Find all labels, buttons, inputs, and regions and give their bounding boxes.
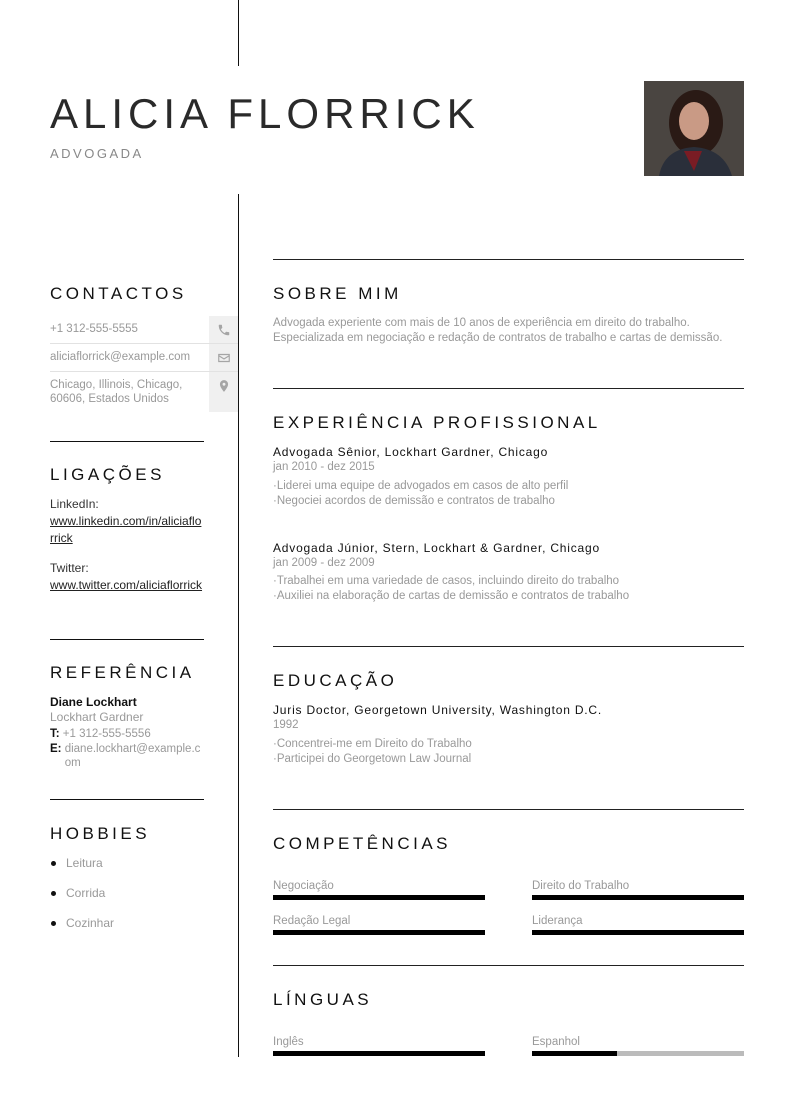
language-bar-fill — [532, 1051, 617, 1056]
skill-item — [532, 915, 744, 935]
language-bar-fill — [273, 1051, 485, 1056]
job-title: Advogada Júnior, Stern, Lockhart & Gardner, Chicago — [273, 541, 600, 555]
section-divider — [273, 388, 744, 389]
phone-text: +1 312-555-5555 — [50, 323, 138, 335]
hobby-item — [50, 916, 114, 930]
job-bullet: · Negociei acordos de demissão e contratos de trabalho — [273, 494, 568, 509]
job-bullets — [273, 574, 629, 604]
contact-phone — [50, 316, 238, 344]
section-divider — [50, 441, 204, 442]
bullet-icon — [51, 861, 56, 866]
language-label: Espanhol — [532, 1036, 580, 1048]
linkedin-link[interactable]: www.linkedin.com/in/aliciaflorrick — [50, 514, 202, 545]
hobby-label: Cozinhar — [66, 916, 115, 930]
hobby-label: Corrida — [66, 886, 106, 900]
skills-heading: COMPETÊNCIAS — [273, 834, 452, 853]
skill-bar — [532, 930, 744, 935]
email-text: aliciaflorrick@example.com — [50, 351, 191, 363]
skill-label: Negociação — [273, 880, 334, 892]
envelope-icon — [209, 344, 238, 371]
education-heading: EDUCAÇÃO — [273, 671, 398, 690]
twitter-label: Twitter: — [50, 561, 89, 575]
twitter-link[interactable]: www.twitter.com/aliciaflorrick — [50, 578, 203, 592]
reference-email-value: diane.lockhart@example.com — [64, 743, 201, 769]
contact-address — [50, 372, 238, 412]
hobby-label: Leitura — [66, 856, 103, 870]
education-bullets — [273, 737, 472, 767]
skill-bar-fill — [273, 895, 485, 900]
section-divider — [273, 809, 744, 810]
skill-bar — [532, 895, 744, 900]
reference-name: Diane Lockhart — [50, 695, 137, 709]
phone-label: T: — [50, 728, 60, 740]
experience-heading: EXPERIÊNCIA PROFISSIONAL — [273, 413, 601, 432]
section-divider — [273, 646, 744, 647]
job-bullet: · Auxiliei na elaboração de cartas de demissão e contratos de trabalho — [273, 589, 629, 604]
section-divider — [273, 965, 744, 966]
profile-photo — [644, 81, 744, 176]
about-heading: SOBRE MIM — [273, 284, 402, 303]
job-title: Advogada Sênior, Lockhart Gardner, Chicago — [273, 445, 549, 459]
languages-heading: LÍNGUAS — [273, 990, 373, 1009]
skill-item — [273, 880, 485, 900]
skill-bar-fill — [532, 895, 744, 900]
linkedin-label: LinkedIn: — [50, 497, 99, 511]
reference-heading: REFERÊNCIA — [50, 663, 195, 682]
bullet-icon — [51, 921, 56, 926]
reference-phone — [50, 727, 210, 741]
portrait-image — [644, 81, 744, 176]
language-bar — [273, 1051, 485, 1056]
education-bullet: · Concentrei-me em Direito do Trabalho — [273, 737, 472, 752]
language-item — [532, 1036, 744, 1056]
job-bullet: · Trabalhei em uma variedade de casos, incluindo direito do trabalho — [273, 574, 629, 589]
reference-phone-value: +1 312-555-5556 — [62, 728, 151, 740]
skill-item — [273, 915, 485, 935]
job-bullet: · Liderei uma equipe de advogados em casos de alto perfil — [273, 479, 568, 494]
job-date: jan 2009 - dez 2009 — [273, 557, 375, 569]
hobby-item — [50, 856, 103, 870]
section-divider — [50, 639, 204, 640]
language-label: Inglês — [273, 1036, 304, 1048]
candidate-role: ADVOGADA — [50, 146, 144, 161]
education-bullet: · Participei do Georgetown Law Journal — [273, 752, 472, 767]
address-text: Chicago, Illinois, Chicago, 60606, Estados Unidos — [50, 379, 183, 405]
skill-item — [532, 880, 744, 900]
skill-bar — [273, 930, 485, 935]
skill-label: Redação Legal — [273, 915, 351, 927]
about-text: Advogada experiente com mais de 10 anos de experiência em direito do trabalho. Especializada em negociação e redação de contratos de trabalho e cartas de demissão. — [273, 317, 723, 344]
degree-year: 1992 — [273, 719, 299, 731]
hobby-item — [50, 886, 105, 900]
job-bullets — [273, 479, 568, 509]
skill-label: Direito do Trabalho — [532, 880, 630, 892]
reference-company: Lockhart Gardner — [50, 710, 144, 724]
degree-title: Juris Doctor, Georgetown University, Washington D.C. — [273, 703, 603, 717]
skill-bar-fill — [532, 930, 744, 935]
contact-email — [50, 344, 238, 372]
hobbies-heading: HOBBIES — [50, 824, 151, 843]
skill-bar — [273, 895, 485, 900]
vertical-divider-top — [238, 0, 239, 66]
email-label: E: — [50, 743, 62, 755]
reference-email — [50, 742, 210, 770]
section-divider — [273, 259, 744, 260]
contacts-heading: CONTACTOS — [50, 284, 187, 303]
section-divider — [50, 799, 204, 800]
vertical-divider — [238, 194, 239, 1057]
language-item — [273, 1036, 485, 1056]
candidate-name: ALICIA FLORRICK — [50, 90, 480, 137]
links-heading: LIGAÇÕES — [50, 465, 165, 484]
bullet-icon — [51, 891, 56, 896]
job-date: jan 2010 - dez 2015 — [273, 461, 375, 473]
skill-label: Liderança — [532, 915, 583, 927]
phone-icon — [209, 316, 238, 343]
map-pin-icon — [209, 372, 238, 412]
language-bar — [532, 1051, 744, 1056]
skill-bar-fill — [273, 930, 485, 935]
